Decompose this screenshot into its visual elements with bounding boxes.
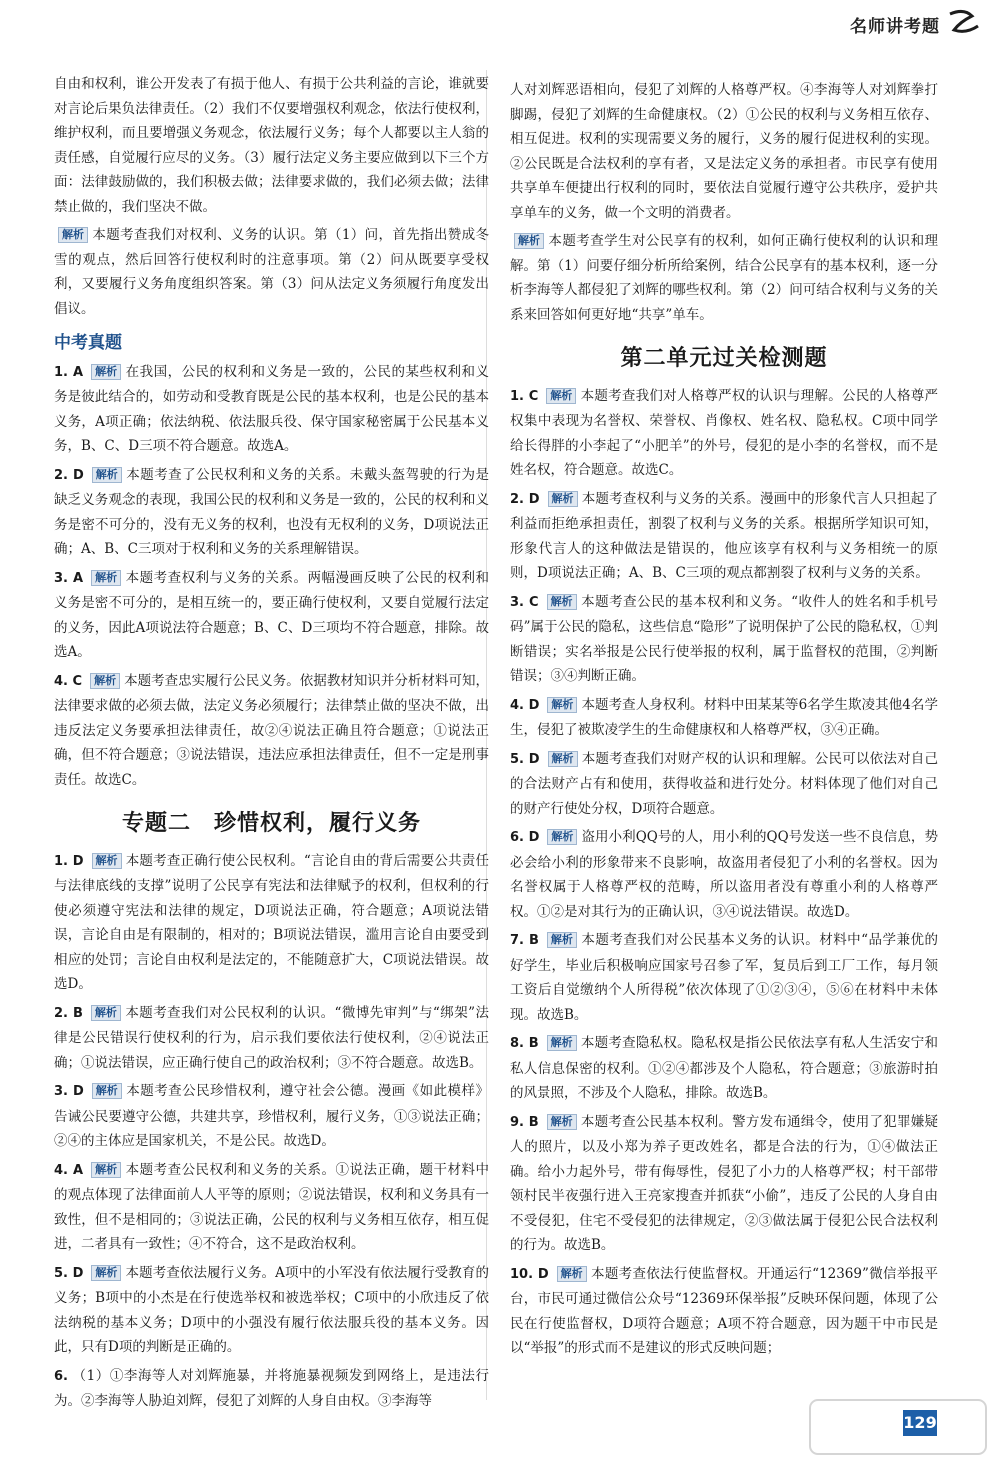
answer-text: 本题考查我们对公民权利的认识。“微博先审判”与“绑架”法律是公民错误行使权利的行为，启示我们要依法行使权利，②④说法正确；①说法错误，应正确行使自己的政治权利；③不符合题意。故选B。 [54,1004,490,1071]
answer-number: 5. D [510,751,540,767]
answer-number: 2. D [510,491,540,507]
answer-item [54,463,489,562]
section-topic2-list [54,849,489,1414]
answer-item [54,849,489,997]
analysis-tag: 解析 [546,388,576,404]
section-title-zhongkao: 中考真题 [54,333,122,353]
analysis-tag: 解析 [91,364,121,380]
analysis-tag: 解析 [58,227,88,243]
answer-number: 1. D [54,853,84,869]
answer-number: 7. B [510,933,539,948]
answer-text: 本题考查我们对公民基本义务的认识。材料中“品学兼优的好学生，毕业后积极响应国家号召参了军，复员后到工厂工作，每月领工资后自觉缴纳个人所得税”依次体现了①②③④，⑤⑥在材料中未体现。故选B。 [510,932,939,1023]
answer-number: 4. D [510,697,540,713]
answer-number: 4. C [54,673,83,689]
answer-item [510,825,938,924]
page-number: 129 [903,1410,937,1436]
answer-item [54,566,489,665]
answer-number: 5. D [54,1265,84,1281]
answer-text: 本题考查了公民权利和义务的关系。未戴头盔驾驶的行为是缺乏义务观念的表现，我国公民的权利和义务是一致的，公民的权利和义务是密不可分的，没有无义务的权利，也没有无权利的义务，D项说法正确；A、B、C三项对于权利和义务的关系理解错误。 [54,466,489,557]
analysis-tag: 解析 [547,1114,577,1130]
right-column [510,78,938,1365]
analysis-tag: 解析 [92,467,122,483]
answer-number: 6. D [510,830,540,845]
answer-number: 9. B [510,1114,539,1130]
answer-text: 本题考查公民基本权利。警方发布通缉令，使用了犯罪嫌疑人的照片，以及小郑为养子更改姓名，都是合法的行为，①④做法正确。给小力起外号，带有侮辱性，侵犯了小力的人格尊严权；村干部带领村民半夜强行进入王亮家搜查并抓获“小偷”，违反了公民的人身自由不受侵犯，住宅不受侵犯的法律规定，②③做法属于侵犯公民合法权利的行为。故选B。 [510,1113,939,1253]
analysis-tag: 解析 [91,1005,121,1021]
answer-text: 本题考查我们对人格尊严权的认识与理解。公民的人格尊严权集中表现为名誉权、荣誉权、肖像权、姓名权、隐私权。C项中同学给长得胖的小李起了“小肥羊”的外号，侵犯的是小李的名誉权，而不是姓名权，符合题意。故选C。 [510,387,938,478]
answer-number: 3. C [510,594,539,610]
answer-item [54,1079,489,1154]
answer-item [510,1031,938,1106]
intro-analysis: 解析 本题考查我们对权利、义务的认识。第（1）问，首先指出赞成冬雪的观点，然后回答行使权利时的注意事项。第（2）问从既要享受权利，又要履行义务角度组织答案。第（3）问从法定义务须履行角度发出倡议。 [54,227,489,317]
answer-number: 3. A [54,570,84,586]
logo-icon [946,8,982,36]
answer-text: 本题考查隐私权。隐私权是指公民依法享有私人生活安宁和私人信息保密的权利。①②④都涉及个人隐私，符合题意；③旅游时拍的风景照，不涉及个人隐私，排除。故选B。 [510,1035,939,1101]
analysis-tag: 解析 [90,673,120,689]
answer-item [54,1364,489,1414]
answer-number: 1. C [510,388,539,404]
answer-text: 本题考查人身权利。材料中田某某等6名学生欺凌其他4名学生，侵犯了被欺凌学生的生命健康权和人格尊严权，③④正确。 [510,696,938,738]
section-title-topic2: 专题二 珍惜权利，履行义务 [121,811,421,836]
analysis-tag: 解析 [557,1266,587,1282]
answer-text: 本题考查权利与义务的关系。漫画中的形象代言人只担起了利益而拒绝承担责任，割裂了权利与义务的关系。根据所学知识可知，形象代言人的这种做法是错误的，他应该享有权利与义务相统一的原则，D项说法正确；A、B、C三项的观点都割裂了权利与义务的关系。 [510,490,938,581]
answer-item [54,1001,489,1076]
answer-text: 本题考查我们对财产权的认识和理解。公民可以依法对自己的合法财产占有和使用，获得收益和进行处分。材料体现了他们对自己的财产行使处分权，D项符合题意。 [510,750,938,817]
answer-number: 2. D [54,467,84,483]
analysis-tag: 解析 [91,570,121,586]
answer-text: （1）①李海等人对刘辉施暴，并将施暴视频发到网络上，是违法行为。②李海等人胁迫刘辉，侵犯了刘辉的人身自由权。③李海等 [54,1367,489,1409]
answer-item [54,1261,489,1360]
answer-text: 本题考查公民珍惜权利，遵守社会公德。漫画《如此模样》告诫公民要遵守公德，共建共享，珍惜权利，履行义务，①③说法正确；②④的主体应是国家机关，不是公民。故选D。 [54,1083,489,1149]
answer-number: 4. A [54,1162,84,1178]
intro-text: 自由和权利，谁公开发表了有损于他人、有损于公共利益的言论，谁就要对言论后果负法律责任。（2）我们不仅要增强权利观念，依法行使权利，维护权利，而且要增强义务观念，依法履行义务；每个人都要以主人翁的责任感，自觉履行应尽的义务。（3）履行法定义务主要应做到以下三个方面：法律鼓励做的，我们积极去做；法律要求做的，我们必须去做；法律禁止做的，我们坚决不做。 [54,76,489,215]
answer-number: 3. D [54,1084,84,1099]
answer-item [510,590,938,689]
answer-text: 本题考查权利与义务的关系。两幅漫画反映了公民的权利和义务是密不可分的，是相互统一的，要正确行使权利，又要自觉履行法定的义务，因此A项说法符合题意；B、C、D三项均不符合题意，排除。故选A。 [54,569,490,660]
answer-text: 本题考查公民的基本权利和义务。“收件人的姓名和手机号码”属于公民的隐私，这些信息“隐形”了说明保护了公民的隐私权，①判断错误；实名举报是公民行使举报的权利，属于监督权的范围，②判断错误；③④判断正确。 [510,593,938,684]
answer-number: 1. A [54,364,84,380]
analysis-tag: 解析 [547,932,577,948]
unit-title: 第二单元过关检测题 [620,346,828,371]
analysis-tag: 解析 [547,829,577,845]
answer-item [510,384,938,483]
answer-item [54,360,489,459]
answer-text: 在我国，公民的权利和义务是一致的，公民的某些权利和义务是彼此结合的，如劳动和受教育既是公民的基本权利，也是公民的基本义务，A项正确；依法纳税、依法服兵役、保守国家秘密属于公民基本义务，B、C、D三项不符合题意。故选A。 [54,363,490,454]
answer-text: 本题考查依法行使监督权。开通运行“12369”微信举报平台，市民可通过微信公众号“12369环保举报”反映环保问题，体现了公民在行使监督权，D项符合题意；A项不符合题意，因为题干中市民是以“举报”的形式而不是建议的形式反映问题； [510,1265,938,1356]
header-title: 名师讲考题 [850,17,940,37]
answer-item [54,1158,489,1257]
continued-analysis: 解析 本题考查学生对公民享有的权利，如何正确行使权利的认识和理解。第（1）问要仔细分析所给案例，结合公民享有的基本权利，逐一分析李海等人都侵犯了刘辉的哪些权利。第（2）问可结合权利与义务的关系来回答如何更好地“共享”单车。 [510,233,938,323]
continued-answer: 人对刘辉恶语相向，侵犯了刘辉的人格尊严权。④李海等人对刘辉拳打脚踢，侵犯了刘辉的生命健康权。（2）①公民的权利与义务相互依存、相互促进。权利的实现需要义务的履行，义务的履行促进权利的实现。②公民既是合法权利的享有者，又是法定义务的承担者。市民享有使用共享单车便捷出行权利的同时，要依法自觉履行遵守公共秩序，爱护共享单车的义务，做一个文明的消费者。 [510,82,938,221]
answer-item [510,487,938,586]
answer-item [510,928,938,1027]
answer-text: 本题考查依法履行义务。A项中的小军没有依法履行受教育的义务；B项中的小杰是在行使选举权和被选举权；C项中的小欣违反了依法纳税的基本义务；D项中的小强没有履行依法服兵役的基本义务。因此，只有D项的判断是正确的。 [54,1264,489,1355]
answer-text: 盗用小利QQ号的人，用小利的QQ号发送一些不良信息，势必会给小利的形象带来不良影响，故盗用者侵犯了小利的名誉权。因为名誉权属于人格尊严权的范畴，所以盗用者没有尊重小利的人格尊严权。①②是对其行为的正确认识，③④说法错误。故选D。 [510,829,938,920]
unit-test-list [510,384,938,1361]
analysis-tag: 解析 [547,594,577,610]
answer-number: 6. [54,1368,68,1384]
answer-item [54,669,489,793]
answer-text: 本题考查正确行使公民权利。“言论自由的背后需要公共责任与法律底线的支撑”说明了公民享有宪法和法律赋予的权利，但权利的行使必须遵守宪法和法律的规定，D项说法正确，符合题意；A项说法错误，言论自由是有限制的，相对的；B项说法错误，滥用言论自由要受到相应的处罚；言论自由权利是法定的，不能随意扩大，C项说法错误。故选D。 [54,852,489,992]
analysis-tag: 解析 [548,491,578,507]
answer-item [510,693,938,743]
analysis-tag: 解析 [91,1265,121,1281]
answer-number: 8. B [510,1036,539,1051]
analysis-tag: 解析 [547,697,577,713]
analysis-tag: 解析 [514,233,544,249]
answer-item [510,747,938,822]
analysis-tag: 解析 [92,1083,122,1099]
analysis-tag: 解析 [91,1162,121,1178]
section-zhongkao-list [54,360,489,793]
answer-item [510,1262,938,1361]
answer-item [510,1110,938,1258]
left-column [54,72,489,1418]
answer-number: 10. D [510,1266,549,1282]
analysis-tag: 解析 [92,853,122,869]
answer-number: 2. B [54,1005,83,1021]
watermark-logo [808,1398,988,1456]
analysis-tag: 解析 [548,751,578,767]
answer-text: 本题考查忠实履行公民义务。依据教材知识并分析材料可知，法律要求做的必须去做，法定义务必须履行；法律禁止做的坚决不做，出违反法定义务要承担法律责任，故②④说法正确且符合题意；①说法正确，但不符合题意；③说法错误，违法应承担法律责任，但不一定是刑事责任。故选C。 [54,672,489,788]
analysis-tag: 解析 [547,1035,577,1051]
answer-text: 本题考查公民权利和义务的关系。①说法正确，题干材料中的观点体现了法律面前人人平等的原则；②说法错误，权利和义务具有一致性，但不是相同的；③说法正确，公民的权利与义务相互依存，相互促进，二者具有一致性；④不符合，这不是政治权利。 [54,1161,490,1252]
